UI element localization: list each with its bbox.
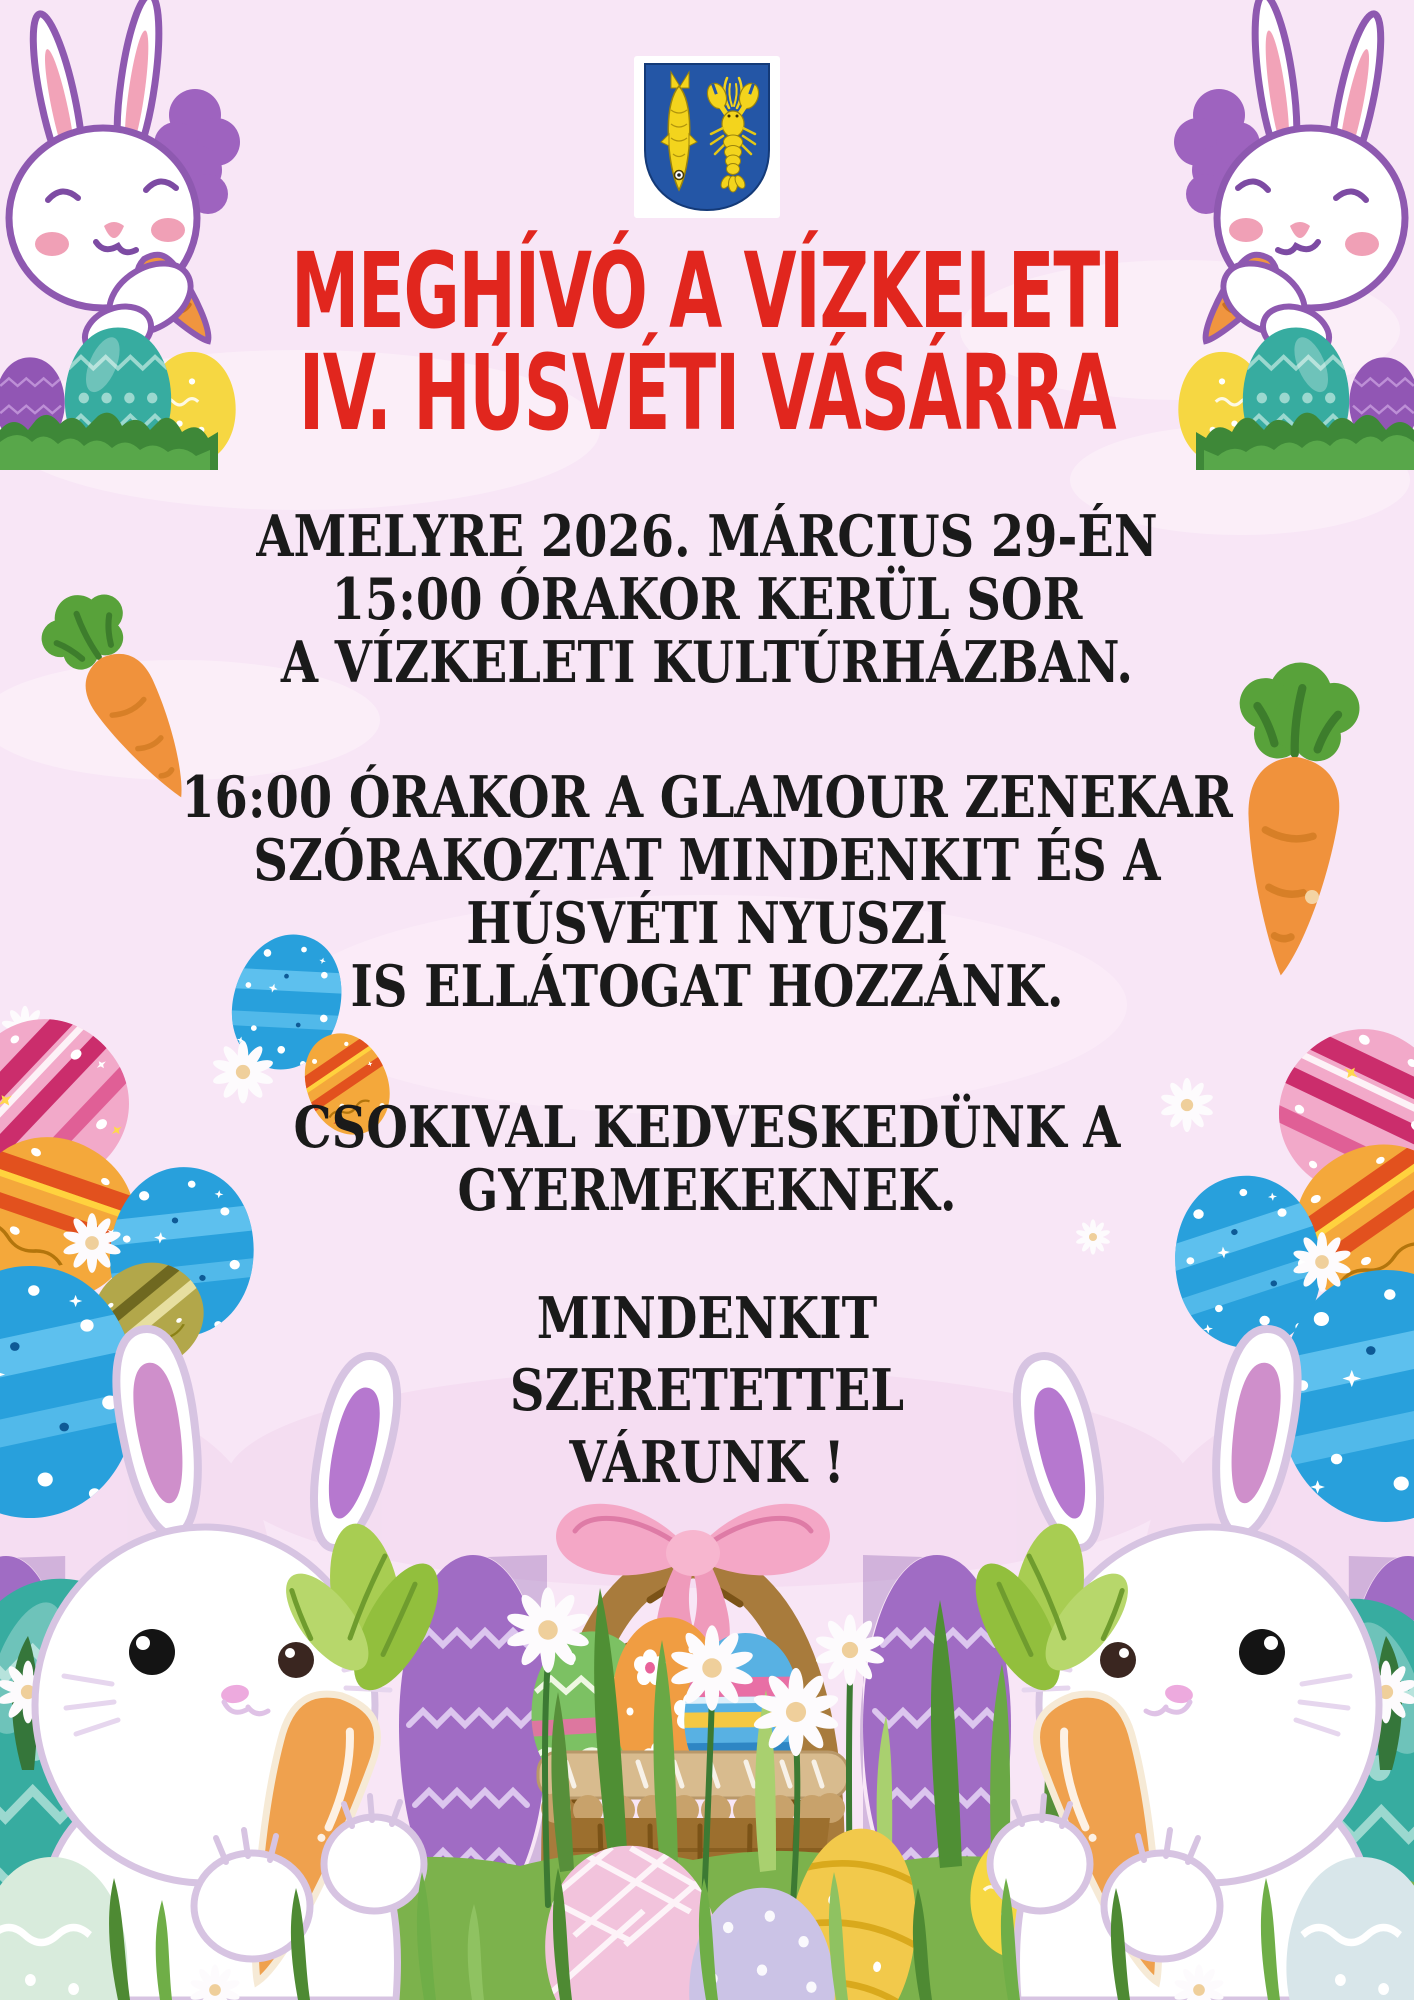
program-line-1: 16:00 ÓRAKOR A GLAMOUR ZENEKAR [181,764,1233,831]
program-line-3: HÚSVÉTI NYUSZI [466,890,948,957]
closing-line-1: MINDENKIT [536,1285,878,1352]
poster-title [240,230,1173,454]
title-line-2: IV. HÚSVÉTI VÁSÁRRA [298,332,1116,454]
closing-line-2: SZERETETTEL [509,1357,905,1424]
title-line-1: MEGHÍVÓ A VÍZKELETI [290,230,1124,352]
coat-of-arms [634,56,780,218]
date-line: AMELYRE 2026. MÁRCIUS 29-ÉN [256,503,1158,570]
paragraph-chocolate [113,1096,1301,1222]
chocolate-line-2: GYERMEKEKNEK. [457,1157,957,1224]
top-left-bunny-decoration [0,0,240,470]
venue-line: A VÍZKELETI KULTÚRHÁZBAN. [280,629,1134,696]
time-line: 15:00 ÓRAKOR KERÜL SOR [331,566,1083,633]
paragraph-date-venue [113,505,1301,694]
chocolate-line-1: CSOKIVAL KEDVESKEDÜNK A [293,1094,1121,1161]
paragraph-program [113,766,1301,1018]
top-right-bunny-decoration [1174,0,1414,470]
closing-line-3: VÁRUNK ! [569,1429,845,1496]
paragraph-closing [113,1283,1301,1499]
program-line-4: IS ELLÁTOGAT HOZZÁNK. [350,953,1064,1020]
program-line-2: SZÓRAKOZTAT MINDENKIT ÉS A [253,827,1161,894]
